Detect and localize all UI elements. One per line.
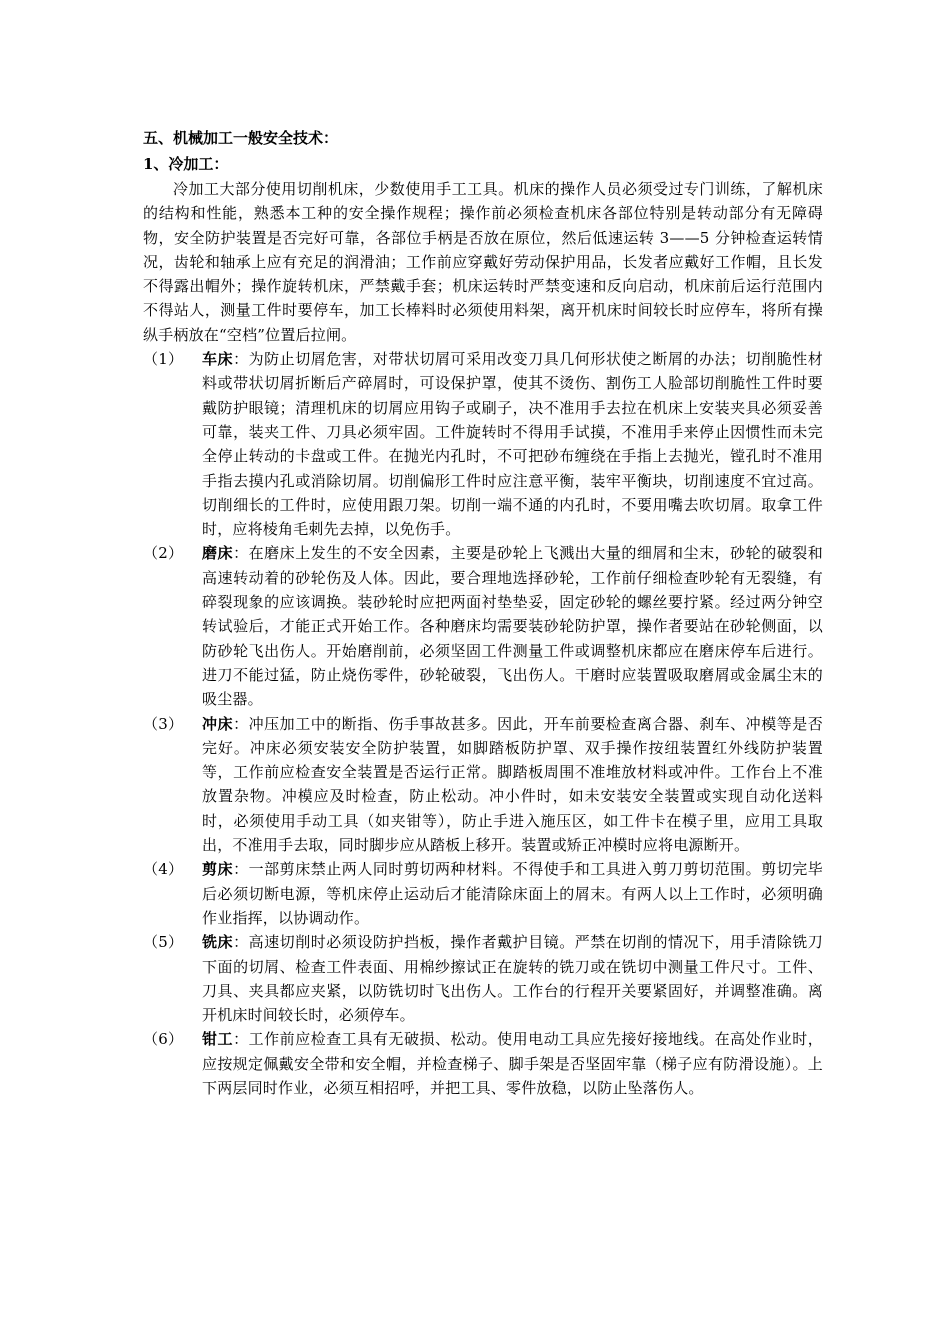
intro-paragraph: 冷加工大部分使用切削机床，少数使用手工工具。机床的操作人员必须受过专门训练，了解机床的结构和性能，熟悉本工种的安全操作规程；操作前必须检查机床各部位特别是转动部分有无障碍物，安全防护装置是否完好可靠，各部位手柄是否放在原位，然后低速运转 3——5 分钟检查运转情况，齿轮和轴承上应有充足的润滑油；工作前应穿戴好劳动保护用品，长发者应戴好工作帽，且长发不得露出帽外；操作旋转机床，严禁戴手套；机床运转时严禁变速和反向启动，机床前后运行范围内不得站人，测量工件时要停车，加工长棒料时必须使用料架，离开机床时间较长时应停车，将所有操纵手柄放在“空档”位置后拉闸。 [143, 180, 823, 344]
item-title: 铣床 [202, 933, 234, 952]
item-title: 磨床 [202, 544, 234, 563]
item-text: ：工作前应检查工具有无破损、松动。使用电动工具应先接好接地线。在高处作业时，应按规定佩戴安全带和安全帽，并检查梯子、脚手架是否坚固牢靠（梯子应有防滑设施）。上下两层同时作业，必须互相招呼，并把工具、零件放稳，以防止坠落伤人。 [202, 1030, 824, 1097]
item-number: （2） [143, 544, 184, 563]
item-title: 车床 [202, 350, 234, 369]
item-title: 冲床 [202, 714, 234, 733]
item-text: ：在磨床上发生的不安全因素，主要是砂轮上飞溅出大量的细屑和尘末，砂轮的破裂和高速转动着的砂轮伤及人体。因此，要合理地选择砂轮，工作前仔细检查吵轮有无裂缝，有碎裂现象的应该调换。装砂轮时应把两面衬垫垫妥，固定砂轮的螺丝要拧紧。经过两分钟空转试验后，才能正式开始工作。各种磨床均需要装砂轮防护罩，操作者要站在砂轮侧面，以防砂轮飞出伤人。开始磨削前，必须坚固工件测量工件或调整机床都应在磨床停车后进行。进刀不能过猛，防止烧伤零件，砂轮破裂，飞出伤人。干磨时应装置吸取磨屑或金属尘末的吸尘器。 [202, 544, 824, 709]
item-text: ：一部剪床禁止两人同时剪切两种材料。不得使手和工具进入剪刀剪切范围。剪切完毕后必须切断电源，等机床停止运动后才能清除床面上的屑末。有两人以上工作时，必须明确作业指挥，以协调动作。 [202, 860, 824, 927]
item-title: 剪床 [202, 860, 234, 879]
item-title: 钳工 [202, 1030, 234, 1049]
list-item-punch-press [143, 712, 823, 858]
item-text: ：冲压加工中的断指、伤手事故甚多。因此，开车前要检查离合器、刹车、冲模等是否完好。冲床必须安装安全防护装置，如脚踏板防护罩、双手操作按纽装置红外线防护装置等，工作前应检查安全装置是否运行正常。脚踏板周围不准堆放材料或冲件。工作台上不准放置杂物。冲模应及时检查，防止松动。冲小件时，如未安装安全装置或实现自动化送料时，必须使用手动工具（如夹钳等），防止手进入施压区，如工件卡在模子里，应用工具取出，不准用手去取，同时脚步应从踏板上移开。装置或矫正冲模时应将电源断开。 [202, 714, 824, 855]
item-number: （3） [143, 714, 184, 733]
item-text: ：高速切削时必须设防护挡板，操作者戴护目镜。严禁在切削的情况下，用手清除铣刀下面的切屑、检查工件表面、用棉纱擦试正在旋转的铣刀或在铣切中测量工件尺寸。工件、刀具、夹具都应夹紧，以防铣切时飞出伤人。工作台的行程开关要紧固好，并调整准确。离开机床时间较长时，必须停车。 [202, 933, 824, 1025]
item-text: ：为防止切屑危害，对带状切屑可采用改变刀具几何形状使之断屑的办法；切削脆性材料或带状切屑折断后产碎屑时，可设保护罩，使其不烫伤、割伤工人脸部切削脆性工件时要戴防护眼镜；清理机床的切屑应用钩子或刷子，决不准用手去拉在机床上安装夹具必须妥善可靠，装夹工件、刀具必须牢固。工件旋转时不得用手试摸，不准用手来停止因惯性而未完全停止转动的卡盘或工件。在抛光内孔时，不可把砂布缠绕在手指上去抛光，镗孔时不准用手指去摸内孔或消除切屑。切削偏形工件时应注意平衡，装牢平衡块，切削速度不宜过高。切削细长的工件时，应使用跟刀架。切削一端不通的内孔时，不要用嘴去吹切屑。取拿工件时，应将棱角毛刺先去掉，以免伤手。 [202, 350, 824, 539]
list-item-milling [143, 930, 823, 1027]
item-number: （1） [143, 350, 184, 369]
list-item-grinder [143, 541, 823, 711]
section-title: 五、机械加工一般安全技术： [143, 129, 339, 147]
item-number: （5） [143, 933, 184, 952]
list-item-shear [143, 857, 823, 930]
item-number: （6） [143, 1030, 184, 1049]
subsection-title: 1、冷加工： [143, 155, 229, 173]
list-item-fitter [143, 1027, 823, 1100]
item-number: （4） [143, 860, 184, 879]
list-item-lathe [143, 347, 823, 541]
document-page [143, 125, 823, 1100]
